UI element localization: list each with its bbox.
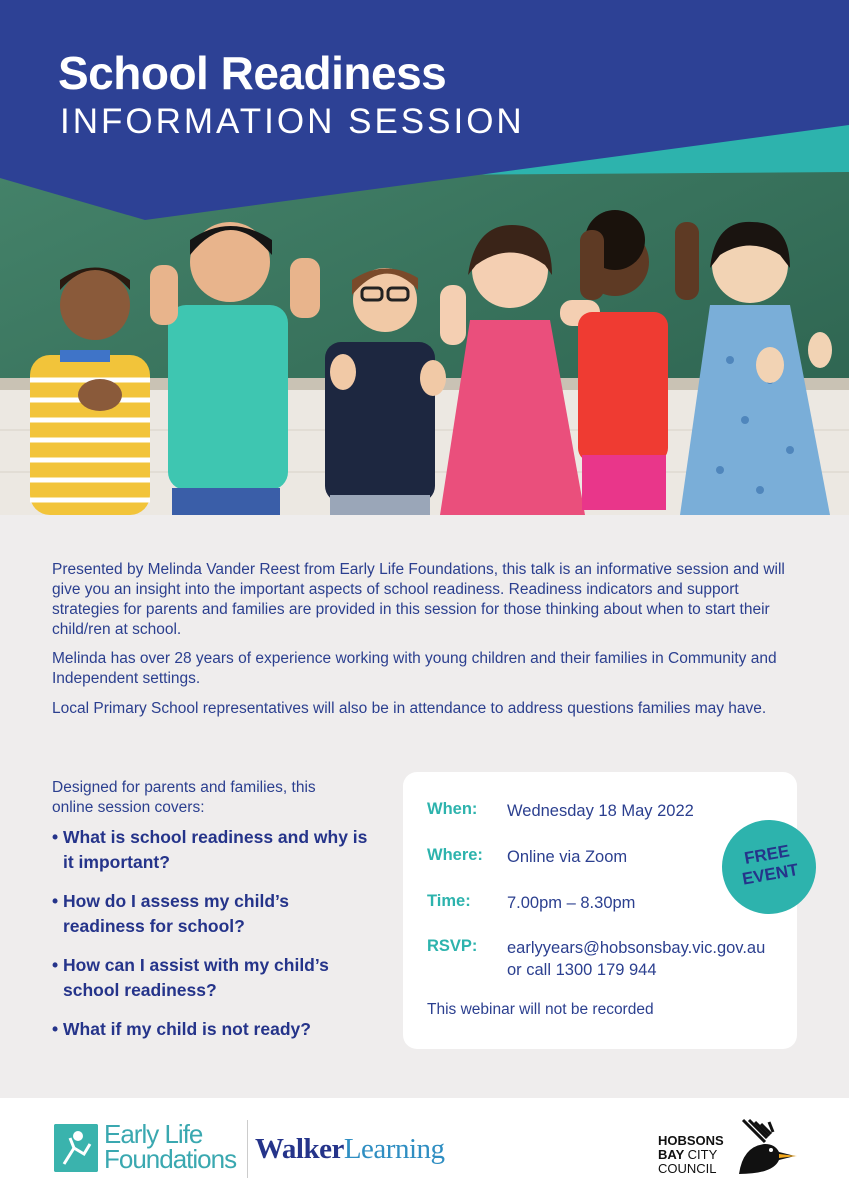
when-value: Wednesday 18 May 2022	[507, 802, 694, 820]
rsvp-email-link[interactable]: earlyyears@hobsonsbay.vic.gov.au	[507, 939, 766, 957]
walker-learning-logo: WalkerLearning	[255, 1133, 445, 1165]
time-label: Time:	[427, 892, 471, 910]
list-item: • How can I assist with my child’s school readiness?	[52, 955, 329, 1000]
page-title: School Readiness	[58, 47, 447, 99]
presenter-paragraph: Melinda has over 28 years of experience working with young children and their families in Community and Independent settings.	[52, 650, 777, 687]
when-label: When:	[427, 800, 478, 818]
list-item: • How do I assess my child’s readiness for school?	[52, 891, 289, 936]
event-details-card	[403, 772, 797, 1049]
time-value: 7.00pm – 8.30pm	[507, 894, 636, 912]
intro-paragraph: Presented by Melinda Vander Reest from Early Life Foundations, this talk is an informative session and will give you an insight into the important aspects of school readiness. Readiness indicators and support strategies for parents and families are provided in this session for those thinking about when to start their child/ren at school.	[52, 561, 785, 638]
badge-line-2: EVENT	[740, 860, 800, 889]
hobsons-bay-wordmark: HOBSONS BAY CITY COUNCIL	[658, 1133, 724, 1176]
badge-line-1: FREE	[742, 841, 791, 868]
bullet-dot-icon: •	[52, 1019, 59, 1039]
covers-intro: Designed for parents and families, this online session covers:	[52, 779, 316, 816]
rsvp-value	[507, 937, 797, 981]
logo-divider	[247, 1120, 248, 1178]
topics-list	[52, 825, 372, 1056]
hobsons-bay-pelican-icon	[735, 1116, 799, 1180]
early-life-foundations-logo-icon	[54, 1124, 98, 1172]
rsvp-label: RSVP:	[427, 937, 478, 955]
list-item: • What is school readiness and why is it important?	[52, 827, 368, 872]
rsvp-phone: or call 1300 179 944	[507, 961, 657, 979]
representatives-paragraph: Local Primary School representatives will also be in attendance to address questions families may have.	[52, 700, 767, 717]
early-life-foundations-wordmark: Early Life Foundations	[104, 1119, 237, 1174]
header-banner	[0, 0, 849, 520]
bullet-dot-icon: •	[52, 891, 59, 911]
where-value: Online via Zoom	[507, 848, 628, 866]
footer-logos	[0, 1098, 849, 1200]
page-subtitle: INFORMATION SESSION	[60, 102, 525, 141]
content-panel	[0, 515, 849, 1098]
list-item: • What if my child is not ready?	[52, 1017, 372, 1042]
where-label: Where:	[427, 846, 483, 864]
bullet-dot-icon: •	[52, 827, 59, 847]
recording-note: This webinar will not be recorded	[427, 1001, 654, 1018]
bullet-dot-icon: •	[52, 955, 59, 975]
